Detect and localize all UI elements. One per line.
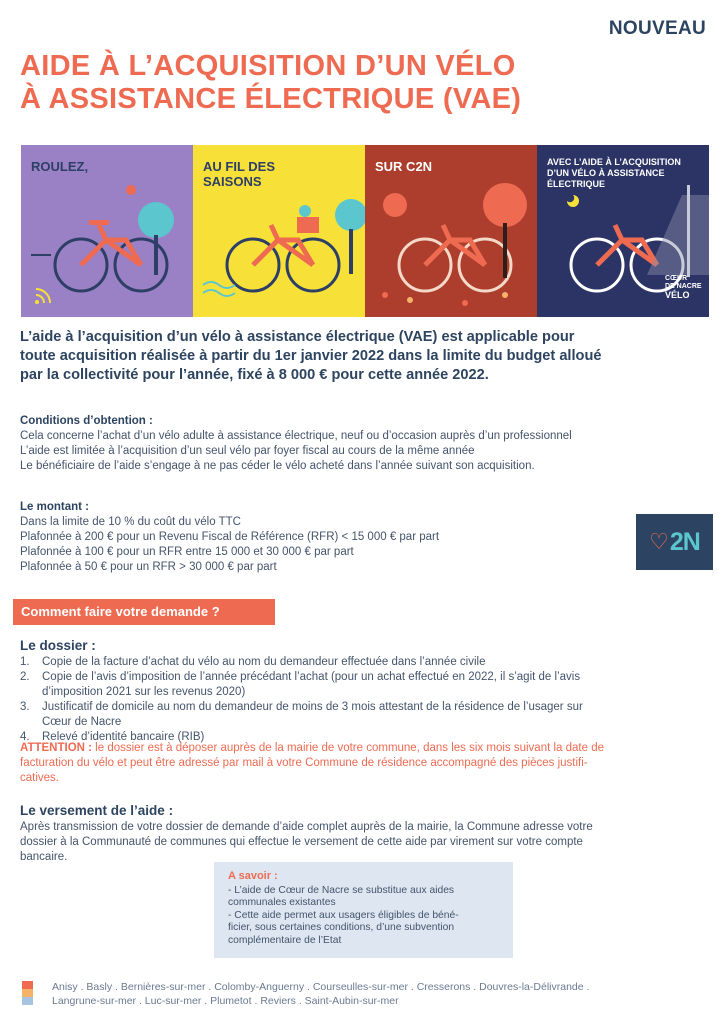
banner-panel-roulez [21, 145, 193, 317]
conditions-heading: Conditions d’obtention : [20, 415, 153, 427]
attention-notice: ATTENTION : le dossier est à déposer auprès de la mairie de votre commune, dans les six mois suivant la date de facturation du vélo et peut être adressé par mail à votre Commune de résidence accompagné des pièces justifi- catives. [20, 742, 604, 784]
conditions-line: Le bénéficiaire de l’aide s’engage à ne pas céder le vélo acheté dans l’année suivant son acquisition. [20, 460, 535, 472]
conditions-line: L’aide est limitée à l’acquisition d’un seul vélo par foyer fiscal au cours de la même année [20, 445, 475, 457]
communes-footer: Anisy . Basly . Bernières-sur-mer . Colomby-Anguerny . Courseulles-sur-mer . Cresserons . Douvres-la-Délivrande . Langrune-sur-mer . Luc-sur-mer . Plumetot . Reviers . Saint-Aubin-sur-mer [52, 981, 590, 1007]
new-badge: NOUVEAU [608, 18, 706, 39]
list-item: 2. Copie de l’avis d’imposition de l’année précédant l’achat (pour un achat effectué en 2022, il s’agit de l’avis d’imposition 2021 sur les revenus 2020) [20, 671, 581, 698]
dossier-heading: Le dossier : [20, 638, 96, 653]
list-item: 3. Justificatif de domicile au nom du demandeur de moins de 3 mois attestant de la résidence de l’usager sur Cœur de Nacre [20, 701, 583, 728]
versement-paragraph: Après transmission de votre dossier de demande d’aide complet auprès de la mairie, la Commune adresse votre dossier à la Communauté de communes qui effectue le versement de cette aide par virement sur votre compte bancaire. [20, 821, 593, 863]
illustration-banner [21, 145, 709, 317]
montant-line: Plafonnée à 100 € pour un RFR entre 15 000 et 30 000 € par part [20, 546, 354, 558]
title-line-2: À ASSISTANCE ÉLECTRIQUE (VAE) [20, 83, 522, 115]
bike-illustration-icon [21, 145, 193, 317]
a-savoir-heading: A savoir : [228, 870, 278, 882]
montant-line: Plafonnée à 200 € pour un Revenu Fiscal de Référence (RFR) < 15 000 € par part [20, 531, 440, 543]
montant-line: Dans la limite de 10 % du coût du vélo TTC [20, 516, 241, 528]
intro-paragraph: L’aide à l’acquisition d’un vélo à assistance électrique (VAE) est applicable pour toute acquisition réalisée à partir du 1er janvier 2022 dans la limite du budget alloué par la collectivité pour l’année, fixé à 8 000 € pour cette année 2022. [20, 329, 602, 383]
banner-panel-aide [537, 145, 709, 317]
c2n-logo-text: 2N [669, 527, 700, 556]
banner-caption: ROULEZ, [31, 159, 89, 174]
attention-label: ATTENTION : [20, 742, 92, 754]
montant-heading: Le montant : [20, 501, 89, 513]
page-title [20, 50, 640, 116]
howto-banner: Comment faire votre demande ? [13, 599, 275, 625]
conditions-line: Cela concerne l’achat d’un vélo adulte à assistance électrique, neuf ou d’occasion auprès d’un professionnel [20, 430, 572, 442]
coeur-de-nacre-velo-logo: CŒUR DE NACRE VÉLO [665, 275, 702, 300]
conditions-section [20, 414, 572, 474]
heart-icon: ♡ [649, 529, 669, 554]
banner-caption: AU FIL DES SAISONS [203, 159, 275, 189]
bike-illustration-icon [193, 145, 365, 317]
banner-caption: SUR C2N [375, 159, 433, 174]
montant-section [20, 500, 439, 575]
montant-line: Plafonnée à 50 € pour un RFR > 30 000 € par part [20, 561, 277, 573]
versement-heading: Le versement de l’aide : [20, 803, 174, 818]
c2n-logo [636, 514, 713, 570]
footer-square-icon [22, 997, 33, 1005]
banner-panel-saisons [193, 145, 365, 317]
list-item: 1. Copie de la facture d’achat du vélo au nom du demandeur effectuée dans l’année civile [20, 656, 486, 668]
a-savoir-box: A savoir : - L’aide de Cœur de Nacre se substitue aux aides communales existantes - Cette aide permet aux usagers éligibles de béné- ficier, sous certaines conditions, d’une subvention complémentaire de l’Etat [214, 862, 513, 958]
list-item: 4. Relevé d’identité bancaire (RIB) [20, 731, 205, 743]
footer-square-icon [22, 989, 33, 997]
bike-illustration-icon [365, 145, 537, 317]
banner-panel-c2n [365, 145, 537, 317]
title-line-1: AIDE À L’ACQUISITION D’UN VÉLO [20, 50, 516, 82]
banner-caption: AVEC L’AIDE À L’ACQUISITION D’UN VÉLO À ASSISTANCE ÉLECTRIQUE [547, 157, 681, 189]
footer-square-icon [22, 981, 33, 989]
dossier-list [20, 655, 710, 745]
